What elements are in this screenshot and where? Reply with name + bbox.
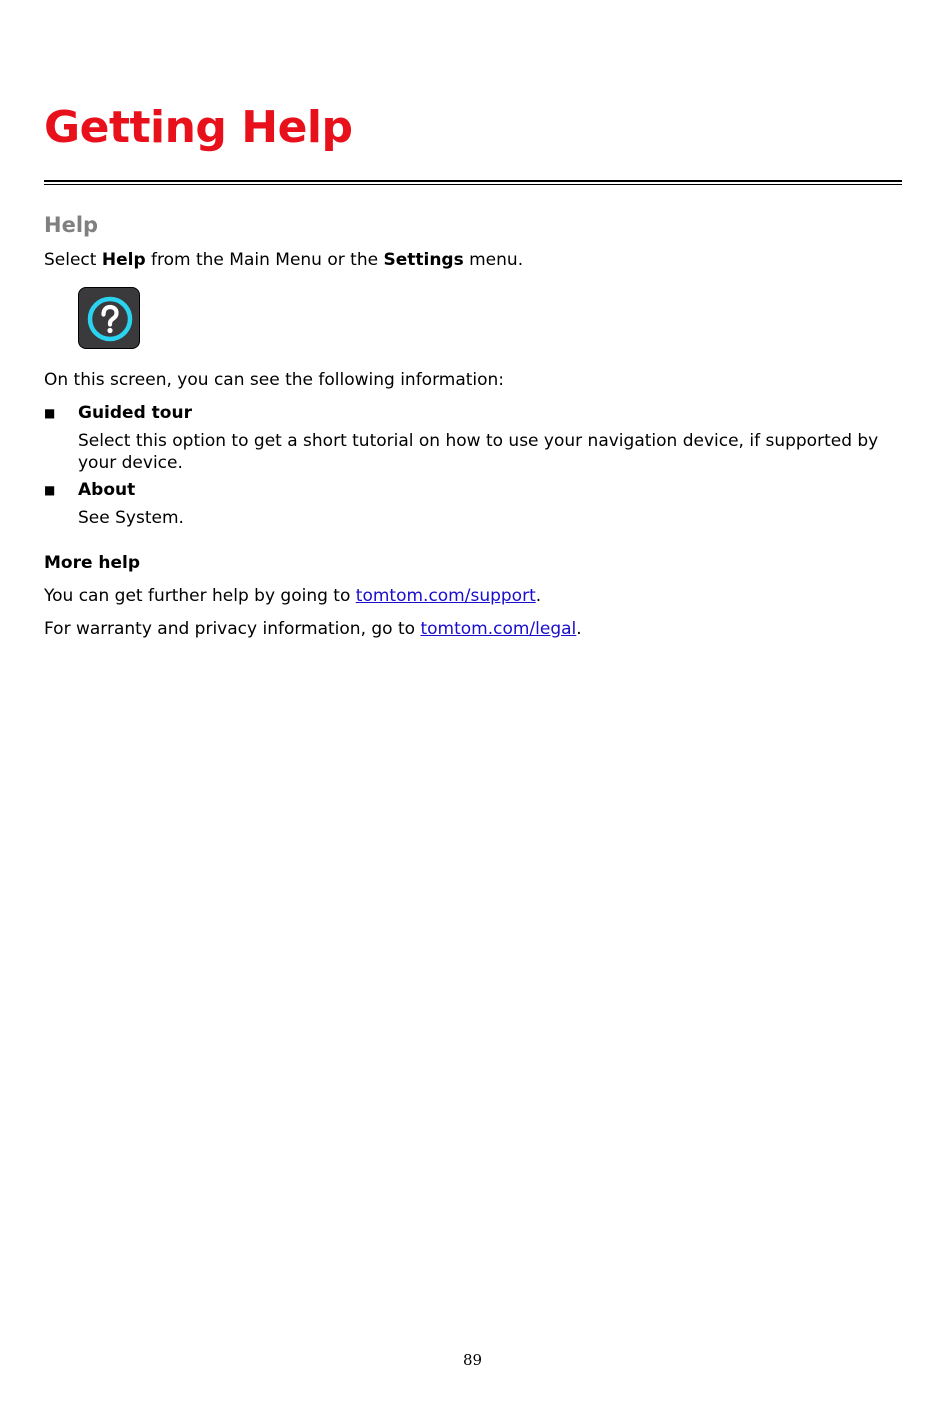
legal-suffix: .	[576, 619, 582, 639]
item-desc-about: See System.	[78, 508, 184, 528]
title-rule-thin	[44, 184, 902, 185]
support-suffix: .	[535, 586, 542, 606]
more-help-heading: More help	[44, 553, 141, 573]
item-desc-guided-tour: Select this option to get a short tutorial on how to use your navigation device, if supported by your device.	[78, 431, 879, 473]
info-intro: On this screen, you can see the following information:	[44, 370, 505, 390]
section-heading-help: Help	[44, 213, 99, 237]
intro-settings-bold: Settings	[383, 250, 464, 270]
intro-prefix: Select	[44, 250, 102, 270]
item-title-about: About	[78, 480, 136, 500]
support-paragraph	[44, 585, 541, 607]
intro-suffix: menu.	[463, 250, 524, 270]
legal-paragraph	[44, 618, 582, 640]
legal-prefix: For warranty and privacy information, go to	[44, 619, 421, 639]
intro-help-bold: Help	[101, 250, 146, 270]
legal-link[interactable]: tomtom.com/legal	[420, 619, 577, 639]
bullet-icon: ■	[44, 406, 56, 420]
support-prefix: You can get further help by going to	[44, 586, 356, 606]
intro-paragraph	[44, 249, 523, 271]
help-question-icon	[78, 287, 140, 349]
chapter-title: Getting Help	[44, 102, 353, 153]
help-question-icon-graphic	[79, 288, 141, 350]
support-link[interactable]: tomtom.com/support	[355, 586, 536, 606]
page-number: 89	[462, 1351, 483, 1369]
intro-middle: from the Main Menu or the	[145, 250, 384, 270]
title-rule	[44, 180, 902, 182]
item-title-guided-tour: Guided tour	[78, 403, 192, 423]
bullet-icon: ■	[44, 483, 56, 497]
